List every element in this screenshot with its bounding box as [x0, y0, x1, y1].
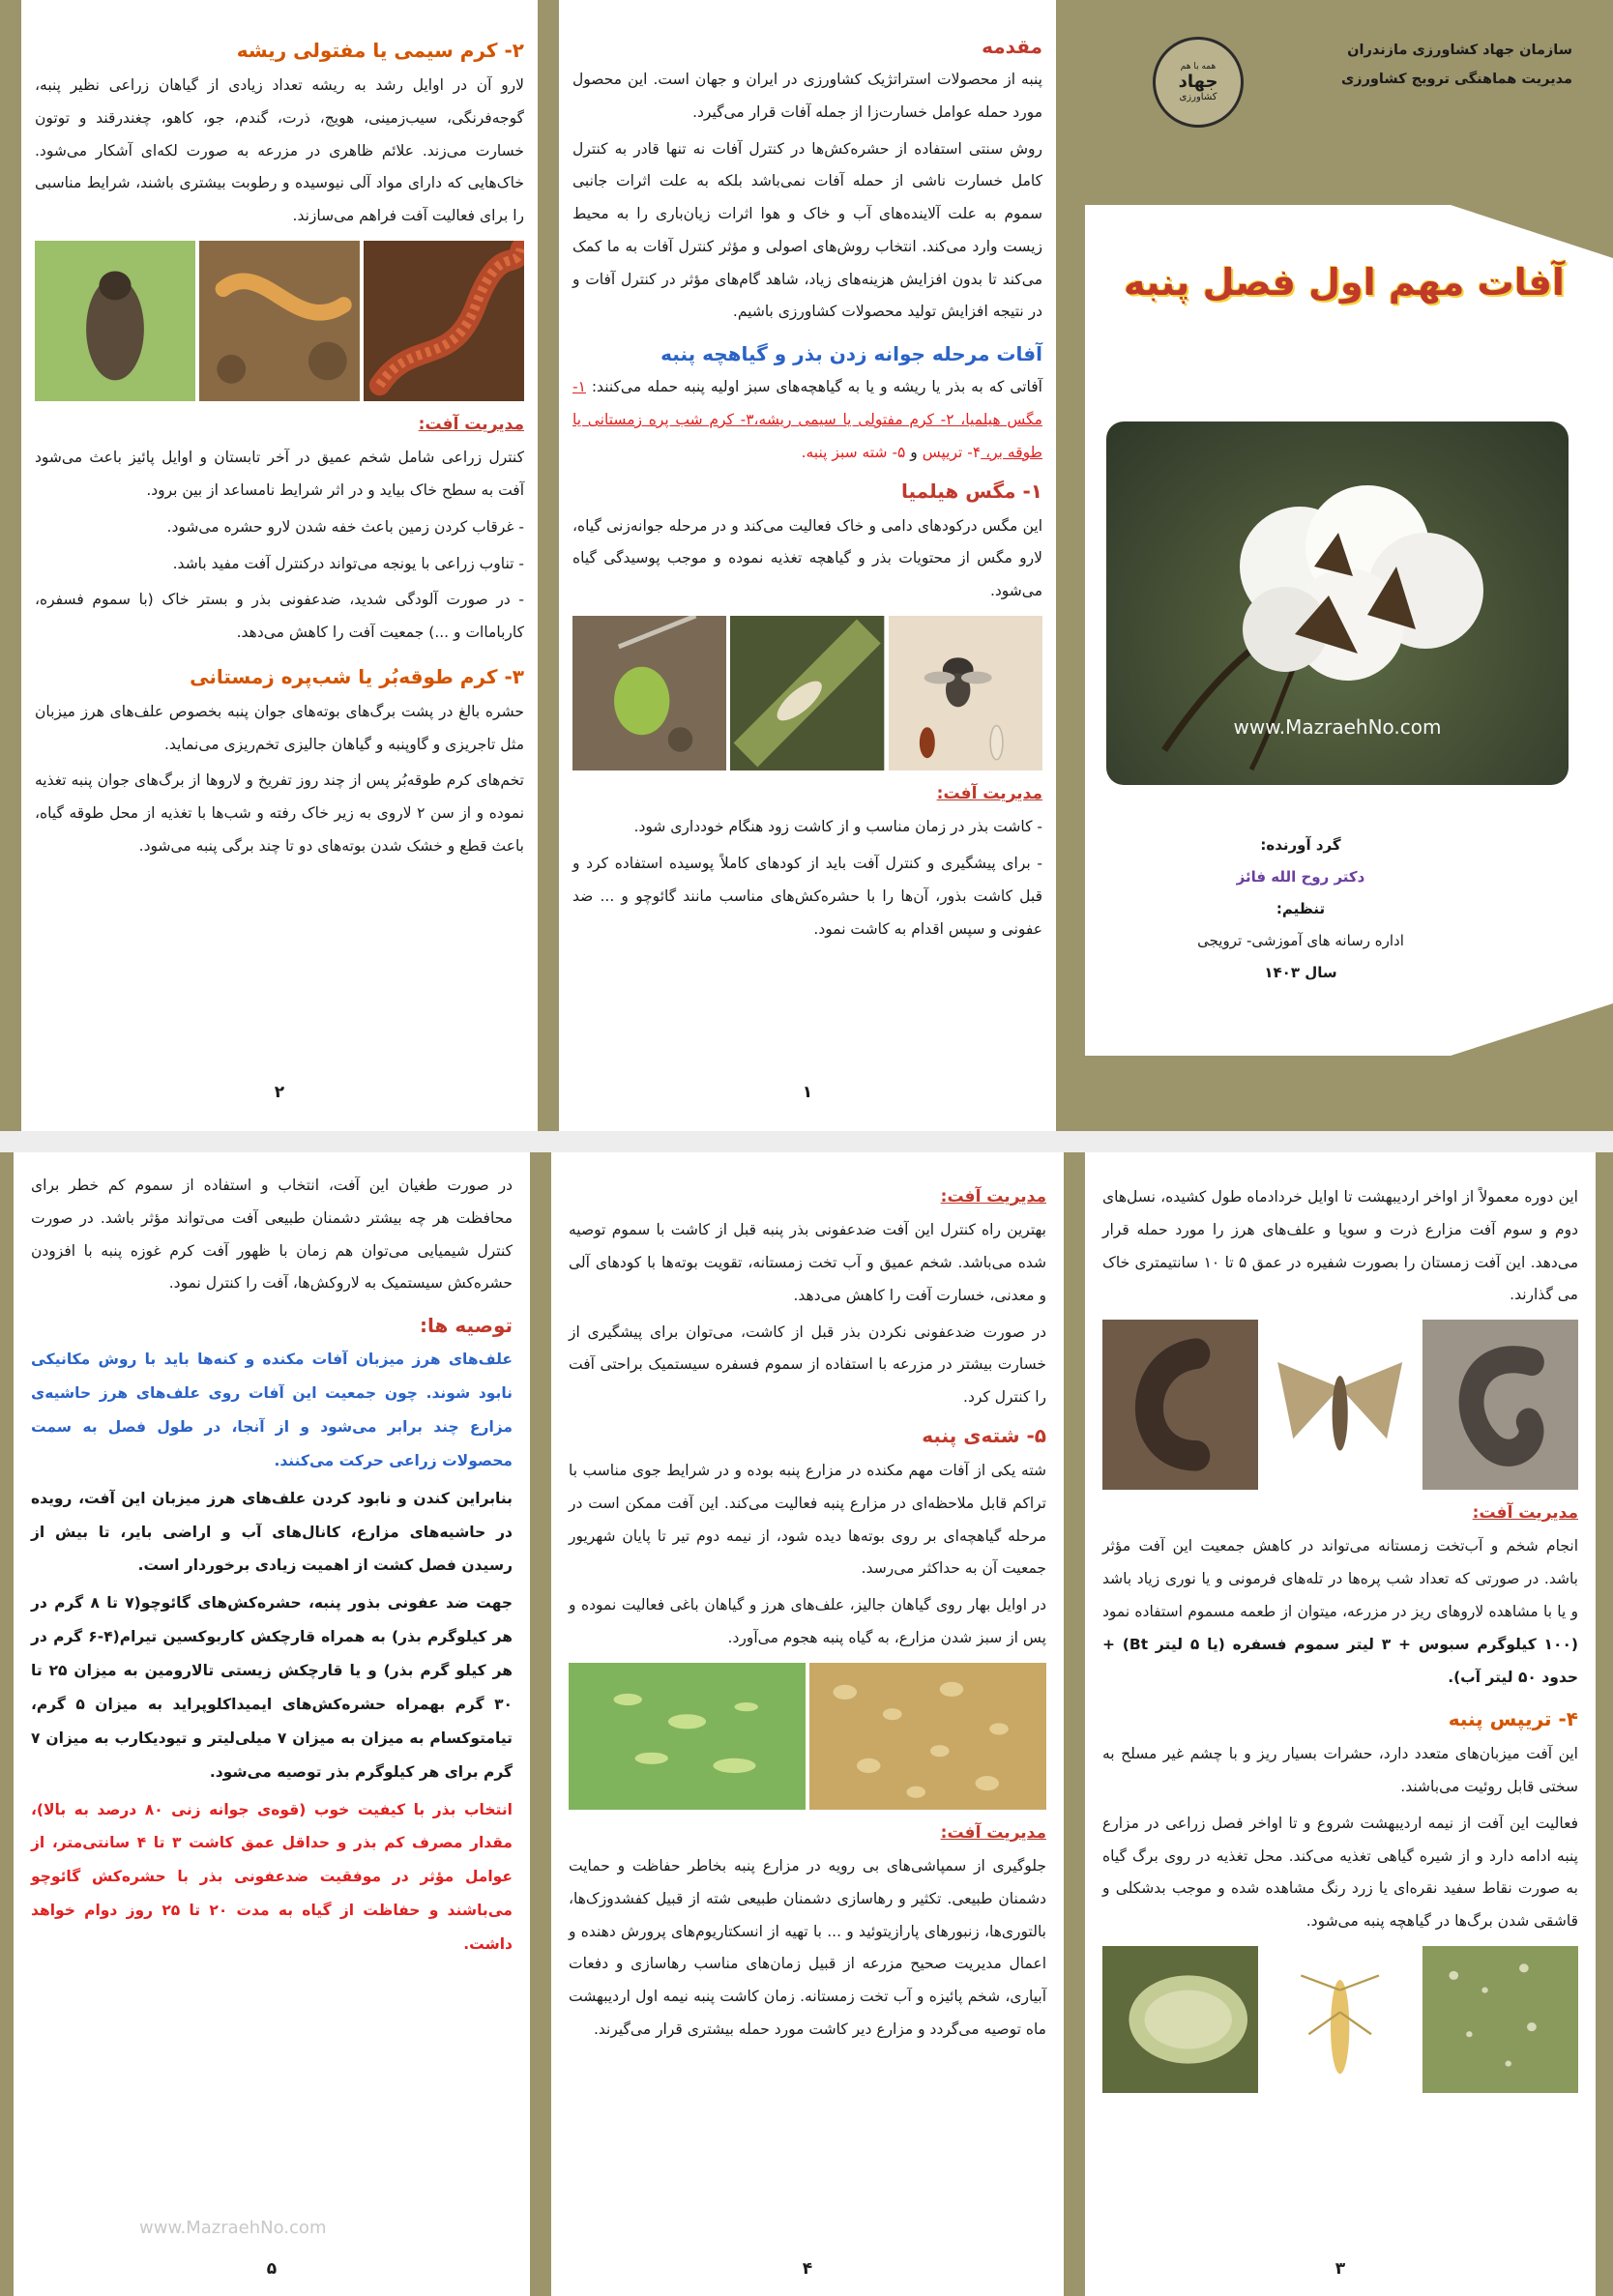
- pest-item-thrips: ۴- تریپس: [917, 443, 982, 461]
- jihad-logo: [1153, 37, 1244, 128]
- aphid-photo-2: [809, 1663, 1046, 1810]
- cutworm-text-1: حشره بالغ در پشت برگ‌های بوته‌های جوان پنبه بخصوص علف‌های هرز میزبان مثل تاجریزی و گاوپنبه و گیاهان جالیزی تخم‌ریزی می‌نماید.: [35, 702, 524, 753]
- thrips-mgmt-text-2: در صورت ضدعفونی نکردن بذر قبل از کاشت، می‌توان برای پیشگیری از خسارت بیشتر در مزرعه با استفاده از سموم فسفره سیستمیک براحتی آفت را کنترل کرد.: [569, 1322, 1046, 1407]
- hylemya-photo-seedling: [572, 616, 726, 770]
- cover-title: آفات مهم اول فصل پنبه: [1124, 261, 1565, 304]
- logo-tagline: همه با هم: [1180, 62, 1217, 72]
- cutworm-bait-formula: (۱۰۰ کیلوگرم سبوس + ۳ لیتر سموم فسفره (یا ۵ لیتر Bt) + حدود ۵۰ لیتر آب).: [1102, 1635, 1579, 1686]
- band-2: [1064, 1152, 1085, 2296]
- cover-footer-diagonal: [1451, 1003, 1613, 1056]
- hylemya-text: این مگس درکودهای دامی و خاک فعالیت می‌کند و در مرحله جوانه‌زنی گیاه، لارو مگس از محتویات بذر و گیاهچه تغذیه نموده و موجب پوسیدگی گیاه می‌شود.: [572, 516, 1042, 600]
- wireworm-text: لارو آن در اوایل رشد به ریشه تعداد زیادی از گیاهان زراعی نظیر پنبه، گوجه‌فرنگی، سیب‌زمینی، هویج، ذرت، گندم، جو، کاهو، چغندرقند و توتون خسارت می‌زند. علائم ظاهری در مزرعه به صورت لکه‌ای آشکار می‌شود. خاک‌هایی که دارای مواد آلی نیوسیده و رطوبت بیشتری باشند، شرایط مناسبی را برای فعالیت آفت فراهم می‌سازند.: [35, 76, 524, 225]
- band-right: [1596, 1152, 1613, 2296]
- editor-name: اداره رسانه های آموزشی- ترویجی: [1197, 932, 1404, 949]
- credits: [1151, 829, 1451, 989]
- hylemya-mgmt-2: - برای پیشگیری و کنترل آفت باید از کودهای کاملاً پوسیده استفاده کرد و قبل کاشت بذور، آن‌ها را با حشره‌کش‌های مناسب مانند گائوچو و ... ضد عفونی و سپس اقدام به کاشت نمود.: [572, 855, 1042, 938]
- page5-intro: در صورت طغیان این آفت، انتخاب و استفاده از سموم کم خطر برای محافظت هر چه بیشتر دشمنان طبیعی آفت می‌تواند مؤثر باشد. در صورت کنترل شیمیایی می‌توان هم زمان با ظهور آفت کرم غوزه پنبه با افزودن حشره‌کش سیستمیک به لاروکش‌ها، آفت را کنترل نمود.: [31, 1177, 513, 1293]
- pest-list-and: و: [905, 443, 918, 461]
- page-4: [551, 1152, 1064, 2296]
- sheet-divider: [0, 1131, 1613, 1152]
- page-1: [559, 21, 1056, 1110]
- wireworm-mgmt-bullet-3: - در صورت آلودگی شدید، ضدعفونی بذر و بستر خاک (با سموم فسفره، کارباماات و ...) جمعیت آفت را کاهش می‌دهد.: [35, 591, 524, 642]
- wireworm-images: [35, 241, 524, 401]
- thrips-photo-insect: [1262, 1946, 1418, 2093]
- thrips-mgmt-text-1: بهترین راه کنترل این آفت ضدعفونی بذر پنبه قبل از کاشت با سموم توصیه شده می‌باشد. شخم عمیق و آب تخت زمستانه، تقویت بوته‌ها با کودهای آلی و معدنی، خسارت آفت را کاهش می‌دهد.: [569, 1221, 1046, 1304]
- aphid-mgmt-text: جلوگیری از سمپاشی‌های بی رویه در مزارع پنبه بخاطر حفاظت و حمایت دشمنان طبیعی. تکثیر و رهاسازی دشمنان طبیعی شته از قبیل کفشدوزک‌ها، بالتوری‌ها، زنبورهای پارازیتوئید و ... با تهیه از انسکتاریوم‌های پرورش دهنده و اعمال مدیریت صحیح مزرعه از قبیل زمان‌های مناسب رهاسازی و دفعات آبیاری، شخم پائیزه و آب تخت زمستانه. زمان کاشت پنبه نیمه اول اردیبهشت ماه توصیه می‌گردد و مزارع دیر کاشت مورد حمله بیشتری قرار می‌گیرند.: [569, 1856, 1046, 2038]
- page-3: [1085, 1152, 1596, 2296]
- band-left: [0, 0, 21, 1131]
- cutworm-mgmt-title: مدیریت آفت:: [1472, 1503, 1578, 1524]
- cotton-boll-photo: [1106, 421, 1569, 785]
- thrips-text-1: این آفت میزبان‌های متعدد دارد، حشرات بسیار ریز و با چشم غیر مسلح به سختی قابل روئیت می‌باشند.: [1102, 1745, 1578, 1796]
- logo-main: جهاد: [1178, 72, 1218, 92]
- wireworm-mgmt-title: مدیریت آفت:: [418, 414, 524, 434]
- thrips-photo-leaf-damage: [1422, 1946, 1578, 2093]
- aphid-title: ۵- شته‌ی پنبه: [922, 1423, 1046, 1447]
- hylemya-title: ۱- مگس هیلمیا: [900, 479, 1042, 503]
- top-sheet: [0, 0, 1613, 1131]
- cutworm-photo-larva: [1422, 1320, 1578, 1490]
- wireworm-photo-2: [199, 241, 360, 401]
- pest-list-intro: آفاتی که به بذر یا ریشه و یا به گیاهچه‌های سبز اولیه پنبه حمله می‌کنند:: [585, 378, 1042, 396]
- page-number: ۳: [1334, 2259, 1346, 2279]
- cutworm-text-2: تخم‌های کرم طوقه‌بُر پس از چند روز تفریخ و لاروها از برگ‌های جوان پنبه تغذیه نموده و از سن ۲ لاروی به زیر خاک رفته و شب‌ها با تغذیه از محل طوقه گیاه، باعث قطع و خشک شدن بوته‌های دو تا چند برگی پنبه می‌شود.: [35, 771, 525, 856]
- cutworm-photo-curled-larva: [1102, 1320, 1258, 1490]
- recommendations-title: توصیه ها:: [419, 1314, 513, 1338]
- intro-title: مقدمه: [982, 35, 1042, 58]
- seedling-pests-title: آفات مرحله جوانه زدن بذر و گیاهچه پنبه: [660, 342, 1042, 366]
- publish-year: سال ۱۴۰۳: [1264, 964, 1337, 981]
- cover-footer-band: [1085, 1056, 1613, 1131]
- pest-item-aphid: ۵- شته سبز پنبه.: [801, 443, 906, 461]
- recommendation-seed-quality: انتخاب بذر با کیفیت خوب (قوه‌ی جوانه زنی ۸۰ درصد به بالا)، مقدار مصرف کم بذر و حداقل عمق کاشت ۳ تا ۴ سانتی‌متر، از عوامل مؤثر در موفقیت ضدعفونی بذر با حشره‌کش گائوچو می‌باشند و حفاظت از گیاه به مدت ۲۰ تا ۲۵ روز دوام خواهد داشت.: [31, 1800, 513, 1953]
- wireworm-photo-3: [364, 241, 524, 401]
- editor-label: تنظیم:: [1276, 900, 1326, 917]
- pest-item-cutworm: ۳- کرم شب پره زمستانی یا طوقه بر،: [572, 411, 1042, 461]
- page-5: [14, 1152, 530, 2296]
- cutworm-photo-moth: [1262, 1320, 1418, 1490]
- cutworm-mgmt-text-a: انجام شخم و آب‌تخت زمستانه می‌تواند در کاهش جمعیت این آفت مؤثر باشد. در صورتی که تعداد شب پره‌ها در تله‌های فرمونی و یا نوری زیاد باشد و یا با مشاهده لاروهای ریز در مزرعه، میتوان از طعمه مسموم استفاده نمود: [1102, 1537, 1578, 1620]
- hylemya-mgmt-1: - کاشت بذر در زمان مناسب و از کاشت زود هنگام خودداری شود.: [633, 818, 1042, 836]
- aphid-text-2: در اوایل بهار روی گیاهان جالیز، علف‌های هرز و گیاهان باغی فعالیت نموده و پس از سبز شدن مزارع، به گیاه پنبه هجوم می‌آورد.: [569, 1596, 1046, 1646]
- intro-text-2: روش سنتی استفاده از حشره‌کش‌ها در کنترل آفات نه تنها قادر به کنترل کامل خسارت ناشی از حمله آفات نمی‌باشد بلکه به علت اثرات جانبی سموم به علت آلاینده‌های آب و خاک و هوا اثرات زیان‌باری را به محیط زیست وارد می‌کند. انتخاب روش‌های اصولی و مؤثر کنترل آفات به ما کمک می‌کند تا بدون افزایش هزینه‌های زیاد، شاهد گام‌های مؤثر در کنترل آفات و در نتیجه افزایش تولید محصولات کشاورزی باشیم.: [572, 139, 1042, 321]
- org-line-2: مدیریت هماهنگی ترویج کشاورزی: [1340, 71, 1572, 87]
- pest-list: [572, 371, 1042, 469]
- logo-sub: کشاورزی: [1179, 92, 1217, 102]
- page-number: ۵: [266, 2259, 278, 2279]
- thrips-title: ۴- تریپس پنبه: [1448, 1707, 1578, 1731]
- aphid-images: [569, 1663, 1046, 1810]
- cover-header-diagonal: [1451, 205, 1613, 258]
- org-name: [1321, 37, 1572, 94]
- page-number: ۱: [802, 1083, 813, 1102]
- aphid-photo-1: [569, 1663, 806, 1810]
- thrips-images: [1102, 1946, 1578, 2093]
- page-number: ۲: [274, 1083, 285, 1102]
- band-1: [538, 0, 559, 1131]
- bottom-sheet: [0, 1152, 1613, 2296]
- wireworm-mgmt-bullet-2: - تناوب زراعی با یونجه می‌تواند درکنترل آفت مفید باشد.: [172, 554, 524, 572]
- hylemya-mgmt-title: مدیریت آفت:: [936, 783, 1042, 803]
- cutworm-mgmt-text: [1102, 1530, 1578, 1694]
- hylemya-photo-larvae: [730, 616, 884, 770]
- aphid-text-1: شته یکی از آفات مهم مکنده در مزارع پنبه بوده و در شرایط جوی مناسب با تراکم قابل ملاحظه‌ای در مزارع پنبه فعالیت می‌کند. این آفت ممکن است در مرحله گیاهچه‌ای بر روی بوته‌ها دیده شود، از نیمه دوم تیر تا پایان شهریور جمعیت آن به حداکثر می‌رسد.: [569, 1461, 1046, 1578]
- thrips-photo-seedling: [1102, 1946, 1258, 2093]
- pest-item-hylemya: ۱- مگس هیلمیا،: [572, 378, 1042, 429]
- wireworm-mgmt-bullet-1: - غرقاب کردن زمین باعث خفه شدن لارو حشره می‌شود.: [166, 517, 524, 536]
- pest-item-wireworm: ۲- کرم مفتولی یا سیمی ریشه،: [753, 411, 954, 429]
- wireworm-title: ۲- کرم سیمی یا مفتولی ریشه: [236, 39, 524, 62]
- wireworm-photo-1: [35, 241, 195, 401]
- recommendation-weeds: علف‌های هرز میزبان آفات مکنده و کنه‌ها باید با روش مکانیکی نابود شوند. چون جمعیت این آفات روی علف‌های هرز حاشیه‌ی مزارع چند برابر می‌شود و از آنجا، در طول فصل به سمت محصولات زراعی حرکت می‌کنند.: [31, 1351, 513, 1469]
- page-2: [21, 21, 538, 1110]
- recommendation-weed-removal: بنابراین کندن و نابود کردن علف‌های هرز میزبان این آفت، رویده در حاشیه‌های مزارع، کانال‌های آب و اراضی بایر، تا بیش از رسیدن فصل کشت از اهمیت زیادی برخوردار است.: [31, 1489, 513, 1575]
- cutworm-images: [1102, 1320, 1578, 1490]
- thrips-text-2: فعالیت این آفت از نیمه اردیبهشت شروع و تا اواخر فصل زراعی در مزارع پنبه ادامه دارد و از شیره گیاهی تغذیه می‌کند. محل تغذیه در روی برگ گیاه به صورت نقاط سفید نقره‌ای یا زرد رنگ مشاهده شده و موجب بدشکلی و قاشقی شدن برگ‌ها در گیاهچه پنبه می‌شود.: [1102, 1814, 1578, 1931]
- aphid-mgmt-title: مدیریت آفت:: [940, 1822, 1046, 1843]
- intro-text-1: پنبه از محصولات استراتژیک کشاورزی در ایران و جهان است. این محصول مورد حمله عوامل خسارت‌زا از جمله آفات قرار می‌گیرد.: [572, 71, 1042, 121]
- compiler-label: گرد آورنده:: [1260, 836, 1341, 854]
- wireworm-mgmt-text: کنترل زراعی شامل شخم عمیق در آخر تابستان و اوایل پائیز باعث می‌شود آفت به سطح خاک بیاید و در اثر شرایط نامساعد از بین برود.: [35, 449, 524, 499]
- page-watermark: www.MazraehNo.com: [139, 2218, 327, 2238]
- band-1: [530, 1152, 551, 2296]
- band-left: [0, 1152, 14, 2296]
- hylemya-images: [572, 616, 1042, 770]
- hylemya-photo-fly: [889, 616, 1042, 770]
- band-2: [1056, 0, 1085, 1131]
- compiler-name: دکتر روح الله فائز: [1236, 868, 1365, 886]
- photo-watermark: www.MazraehNo.com: [1233, 715, 1442, 739]
- cutworm-title: ۳- کرم طوقه‌بُر یا شب‌پره زمستانی: [190, 664, 524, 688]
- cutworm-cycle-text: این دوره معمولاً از اواخر اردیبهشت تا اوایل خردادماه طول کشیده، نسل‌های دوم و سوم آفت مزارع ذرت و سویا و علف‌های هرز را مورد حمله قرار می‌دهد. این آفت زمستان را بصورت شفیره در عمق ۵ تا ۱۰ سانتیمتری خاک می گذارند.: [1102, 1188, 1579, 1304]
- page-number: ۴: [802, 2259, 813, 2279]
- thrips-mgmt-title: مدیریت آفت:: [940, 1187, 1046, 1206]
- org-line-1: سازمان جهاد کشاورزی مازندران: [1347, 43, 1572, 58]
- recommendation-seed-treatment: جهت ضد عفونی بذور پنبه، حشره‌کش‌های گائوچو(۷ تا ۸ گرم در هر کیلوگرم بذر) به همراه قارچکش کاربوکسین تیرام(۴-۶ گرم در هر کیلو گرم بذر) و یا قارچکش زیستی تالارومین به میزان ۲۵ تا ۳۰ گرم بهمراه حشره‌کش‌های ایمیداکلوپراید به میزان ۵ گرم، تیامتوکسام به میزان به میزان ۷ میلی‌لیتر و تیودیکارب به میزان ۷ گرم برای هر کیلوگرم بذر توصیه می‌شود.: [31, 1594, 513, 1781]
